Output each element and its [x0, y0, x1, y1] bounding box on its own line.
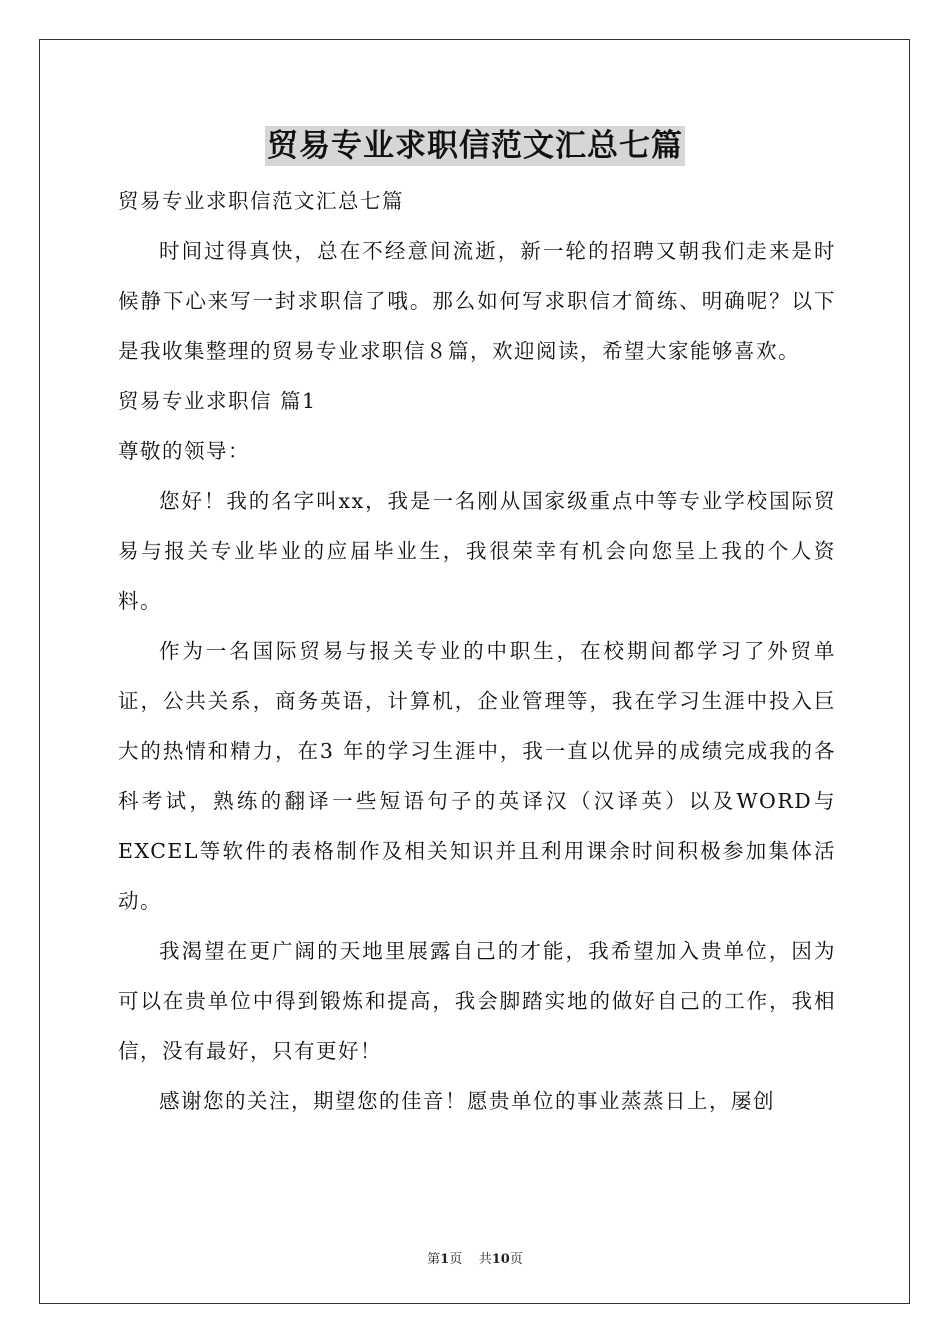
- subtitle-paragraph: 贸易专业求职信范文汇总七篇: [118, 189, 404, 213]
- page-suffix: 页: [449, 1252, 463, 1267]
- page-label: 第: [427, 1252, 441, 1267]
- total-pages: 10: [491, 1252, 510, 1267]
- document-title: 贸易专业求职信范文汇总七篇: [267, 128, 683, 164]
- salutation: 尊敬的领导：: [118, 439, 250, 463]
- title-container: [0, 126, 950, 166]
- intro-paragraph: 时间过得真快，总在不经意间流逝，新一轮的招聘又朝我们走来是时候静下心来写一封求职信了哦。那么如何写求职信才简练、明确呢？以下是我收集整理的贸易专业求职信８篇，欢迎阅读，希望大家能够喜欢。: [118, 239, 836, 363]
- page-footer: [0, 1248, 950, 1267]
- section-heading: 贸易专业求职信 篇1: [118, 389, 317, 413]
- body-paragraph: 作为一名国际贸易与报关专业的中职生，在校期间都学习了外贸单证，公共关系，商务英语，计算机，企业管理等，我在学习生涯中投入巨大的热情和精力，在3 年的学习生涯中，我一直以优异的成绩完成我的各科考试，熟练的翻译一些短语句子的英译汉（汉译英）以及WORD与EXCEL等软件的表格制作及相关知识并且利用课余时间积极参加集体活动。: [118, 639, 836, 913]
- page-number: 1: [440, 1252, 450, 1267]
- total-suffix: 页: [509, 1252, 523, 1267]
- total-label: 共: [478, 1252, 492, 1267]
- body-paragraph: 您好！我的名字叫xx，我是一名刚从国家级重点中等专业学校国际贸易与报关专业毕业的应届毕业生，我很荣幸有机会向您呈上我的个人资料。: [118, 489, 836, 613]
- body-paragraph: 我渴望在更广阔的天地里展露自己的才能，我希望加入贵单位，因为可以在贵单位中得到锻炼和提高，我会脚踏实地的做好自己的工作，我相信，没有最好，只有更好！: [118, 939, 836, 1063]
- body-paragraph: 感谢您的关注，期望您的佳音！愿贵单位的事业蒸蒸日上，屡创: [159, 1089, 775, 1113]
- document-body: [118, 176, 836, 1126]
